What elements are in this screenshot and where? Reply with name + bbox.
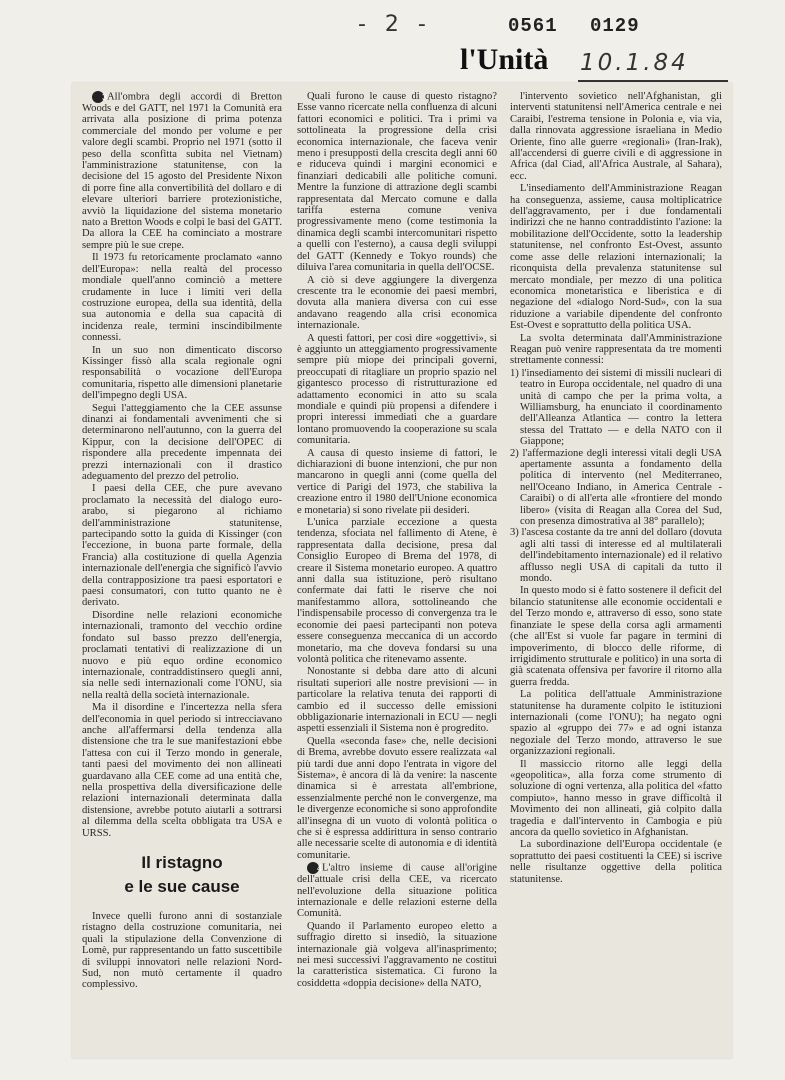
article-paragraph: Ma il disordine e l'incertezza nella sfera dell'economia in quel periodo si intrecciavano anche all'affermarsi della tendenza alla distensione che tra le sue manifestazioni ebbe l'attesa con cui il Terzo mondo in generale, tanti paesi del movimento dei non allineati guardavano alla CEE come ad una entità che, nella prospettiva della diversificazione delle relazioni internazionali determinata dalla distensione, avrebbe potuto aiutarli a sottrarsi al dilemma della scelta obbligata tra USA e URSS. (82, 702, 282, 839)
article-column-3 (510, 91, 722, 1049)
article-paragraph: L'unica parziale eccezione a questa tendenza, sfociata nel fallimento di Atene, è rappresentata dalla decisione, presa dal Consiglio Europeo di Brema del 1978, di creare il Sistema monetario europeo. A quattro anni dalla sua istituzione, però risultano confermate dai fatti le riserve che noi manifestammo allora, sottolineando che l'indispensabile processo di convergenza tra le economie dei paesi partecipanti non poteva essere conseguenza meccanica di un accordo monetario, ma che doveva fondarsi su una volontà politica che ritenevamo assente. (297, 517, 497, 665)
article-paragraph: Nonostante si debba dare atto di alcuni risultati superiori alle nostre previsioni — in particolare la relativa tenuta dei rapporti di cambio ed il successo delle emissioni obbligazionarie internazionali in ECU — negli aspetti essenziali il Sistema non è progredito. (297, 666, 497, 735)
section-number-badge: 3 (92, 91, 104, 103)
archive-number-secondary: 0129 (590, 15, 640, 37)
article-paragraph: A ciò si deve aggiungere la divergenza crescente tra le economie dei paesi membri, dovuta alla maniera diversa con cui esse andavano reagendo alla crisi economica internazionale. (297, 274, 497, 332)
article-paragraph: La subordinazione dell'Europa occidentale (e soprattutto dei paesi costituenti la CEE) si iscrive nelle risultanze oggettive della politica statunitense. (510, 839, 722, 885)
article-paragraph: Il massiccio ritorno alle leggi della «geopolitica», alla forza come strumento di soluzione di ogni vertenza, alla politica del «fatto compiuto», hanno messo in grave difficoltà il Movimento dei non allineati, già colpito dalla tragedia e dall'intervento in Cambogia e più ancora da quello sovietico in Afghanistan. (510, 758, 722, 838)
article-paragraph: Quando il Parlamento europeo eletto a suffragio diretto si insediò, la situazione internazionale già volgeva all'inasprimento; nei mesi successivi l'aggravamento ne costituì la caratteristica sistematica. Ci furono la cosiddetta «doppia decisione» della NATO, (297, 920, 497, 989)
article-paragraph: L'insediamento dell'Amministrazione Reagan ha conseguenza, assieme, causa moltiplicatrice dell'aggravamento, per i due fondamentali indirizzi che ne hanno contraddistinto l'azione: la mobilitazione dell'Occidente, sotto la leadership statunitense, nel confronto Est-Ovest, assunto come asse delle relazioni internazionali; la riconquista della prevalenza statunitense sul mercato mondiale, per mezzo di una politica economica monetaristica e liberistica e di negazione del «dialogo Nord-Sud», con la sua riduzione a variabile dipendente del confronto Est-Ovest e soprattutto della politica USA. (510, 183, 722, 332)
article-column-2 (297, 91, 497, 1049)
article-paragraph: Il 1973 fu retoricamente proclamato «anno dell'Europa»: nella realtà del processo mondiale quell'anno cominciò a mettere crudamente in luce i limiti veri della costruzione europea, della sua identità, della sua autonomia e della sua capacità di incidenza reale, termini inscindibilmente connessi. (82, 252, 282, 344)
article-paragraph: In un suo non dimenticato discorso Kissinger fissò alla scala regionale ogni responsabilità o vocazione dell'Europa comunitaria, rispetto alle dimensioni planetarie dell'impegno degli USA. (82, 344, 282, 402)
article-paragraph: Quella «seconda fase» che, nelle decisioni di Brema, avrebbe dovuto essere realizzata «al più tardi due anni dopo l'entrata in vigore del Sistema», è ancora di là da venire: la nascente dinamica si è arrestata all'embrione, essenzialmente perché non le convergenze, ma le divergenze economiche si sono approfondite all'insegna di un vuoto di volontà politica o che si è espressa addirittura in senso contrario alle necessarie scelte di autonomia e di identità comunitarie. (297, 735, 497, 861)
numbered-points-list (510, 368, 722, 585)
list-item: 2) l'affermazione degli interessi vitali degli USA apertamente assunta a fondamento della politica di intervento (nel Mediterraneo, nell'Oceano Indiano, in America Centrale - Caraibi) o di all'erta alle «frontiere del mondo libero» (visita di Reagan alla Corea del Sud, con presenza dimostrativa al 38° parallelo); (510, 447, 722, 528)
article-paragraph: La politica dell'attuale Amministrazione statunitense ha duramente colpito le istituzioni internazionali (come l'ONU); ha negato ogni spazio al «gruppo dei 77» e ad ogni istanza negoziale del Terzo mondo, attraverso le sue organizzazioni regionali. (510, 689, 722, 758)
article-paragraph: La svolta determinata dall'Amministrazione Reagan può venire rappresentata da tre momenti strettamente connessi: (510, 332, 722, 367)
article-paragraph: Quali furono le cause di questo ristagno? Esse vanno ricercate nella confluenza di alcuni fattori economici e politici. Tra i primi va sottolineata la progressione della crisi economica internazionale, che faceva venir meno i presupposti della crescita degli anni 60 e riduceva quindi i margini economici e finanziari dedicabili alle politiche comuni. Mentre la funzione di attrazione degli scambi rappresentata dal Mercato comune e dalla tariffa esterna comune veniva progressivamente meno (come testimonia la dinamica degli scambi intercomunitari rispetto a quelli con l'esterno), a causa degli sviluppi del GATT (Kennedy e Tokyo rounds) che diluiva l'area comunitaria in quella dell'OCSE. (297, 91, 497, 274)
article-paragraph: In questo modo si è fatto sostenere il deficit del bilancio statunitense alle economie occidentali e del Terzo mondo e, attraverso di esso, sono state finanziate le spese della corsa agli armamenti (che all'Est si vuole far pagare in termini di impoverimento, di blocco delle riforme, di irrigidimento strutturale e politico) in una sorta di già scatenata offensiva per favorire il ritorno alla guerra fredda. (510, 585, 722, 688)
newspaper-masthead: l'Unità (460, 43, 549, 76)
article-paragraph: Seguì l'atteggiamento che la CEE assunse dinanzi ai fondamentali avvenimenti che si determinarono nell'autunno, con la guerra del Kippur, con la decisione dell'OPEC di rispondere alla precedente impennata dei prezzi internazionali con il drastico adeguamento del prezzo del petrolio. (82, 402, 282, 482)
article-paragraph: A causa di questo insieme di fattori, le dichiarazioni di buone intenzioni, che pur non mancarono in quegli anni (come quella del vertice di Parigi del 1973, che stabiliva la creazione entro il 1980 dell'Unione economica e monetaria) si sono rivelate pii desideri. (297, 447, 497, 516)
article-column-1 (82, 91, 282, 1049)
handwritten-date: 10.1.84 (580, 50, 689, 76)
article-paragraph: 4L'altro insieme di cause all'origine dell'attuale crisi della CEE, va ricercato nell'evoluzione della situazione politica internazionale e delle relazioni esterne della Comunità. (297, 862, 497, 920)
section-number-badge: 4 (307, 862, 319, 874)
list-item: 1) l'insediamento dei sistemi di missili nucleari di teatro in Europa occidentale, nel quadro di una unità di campo che per la prima volta, a Williamsburg, ha enunciato il coordinamento dell'Alleanza Atlantica — contro la lettera stessa del Trattato — e della NATO con il Giappone; (510, 367, 722, 448)
date-underline (578, 80, 728, 82)
article-paragraph: l'intervento sovietico nell'Afghanistan, gli interventi statunitensi nell'America centrale e nei Caraibi, l'estrema tensione in Polonia e, via via, dalla rinnovata aggressione israeliana in Medio Oriente, fino alle guerre «regionali» (Iran-Irak), all'accendersi di guerre civili e di aggressione in Africa (dal Ciad, all'Africa Australe, al Sahara), ecc. (510, 91, 722, 182)
page-number-mark: - 2 - (358, 12, 432, 37)
article-paragraph: A questi fattori, per così dire «oggettivi», si è aggiunto un atteggiamento progressivamente sempre più miope dei principali governi, preoccupati di ritagliare un proprio spazio nel gigantesco processo di ristrutturazione ed adattamento economici in atto su scala mondiale e quindi più propensi a difendere i propri interessi immediati che a guardare lontano promuovendo la cooperazione su scala comunitaria. (297, 332, 497, 447)
article-paragraph: Disordine nelle relazioni economiche internazionali, tramonto del vecchio ordine fondato sul basso prezzo dell'energia, proclamati tentativi di realizzazione di un nuovo e più equo ordine economico internazionale, contraddistinsero quegli anni, sia nelle sedi internazionali come l'ONU, sia nella realtà della società internazionale. (82, 609, 282, 701)
list-item: 3) l'ascesa costante da tre anni del dollaro (dovuta agli alti tassi di interesse ed al multilaterali dell'indebitamento internazionale) ed il relativo afflusso negli USA di capitali da tutto il mondo. (510, 527, 722, 585)
archive-number: 0561 (508, 15, 558, 37)
article-subheading: Il ristagno e le sue cause (124, 853, 240, 896)
newspaper-clipping (72, 83, 732, 1058)
article-paragraph: 3All'ombra degli accordi di Bretton Woods e del GATT, nel 1971 la Comunità era arrivata alla posizione di prima potenza commerciale del mondo per volume e per valore degli scambi. Proprio nel 1971 (sotto il peso della sconfitta subita nel Vietnam) l'amministrazione statunitense, con la decisione del 15 agosto del Presidente Nixon di porre fine alla convertibilità del dollaro e di elevare ulteriori barriere protezionistiche, avviò la liquidazione del sistema monetario nato a Bretton Woods e colpì le basi del GATT. Da allora la CEE ha cominciato a mostrare sempre più le sue crepe. (82, 91, 282, 251)
article-paragraph: Invece quelli furono anni di sostanziale ristagno della costruzione comunitaria, nei quali la stipulazione della Convenzione di Lomè, pur rappresentando un fatto suscettibile di sviluppi innovatori nelle relazioni Nord-Sud, non mutò certamente il quadro complessivo. (82, 911, 282, 991)
article-paragraph: I paesi della CEE, che pure avevano proclamato la necessità del dialogo euro-arabo, si piegarono al richiamo dell'amministrazione statunitense, partecipando sotto la guida di Kissinger (con l'eccezione, in buona parte formale, della Francia) alla costituzione di quella Agenzia internazionale dell'energia che significò l'avvio della contrapposizione tra paesi esportatori e paesi consumatori, con tutto quanto ne è derivato. (82, 483, 282, 609)
